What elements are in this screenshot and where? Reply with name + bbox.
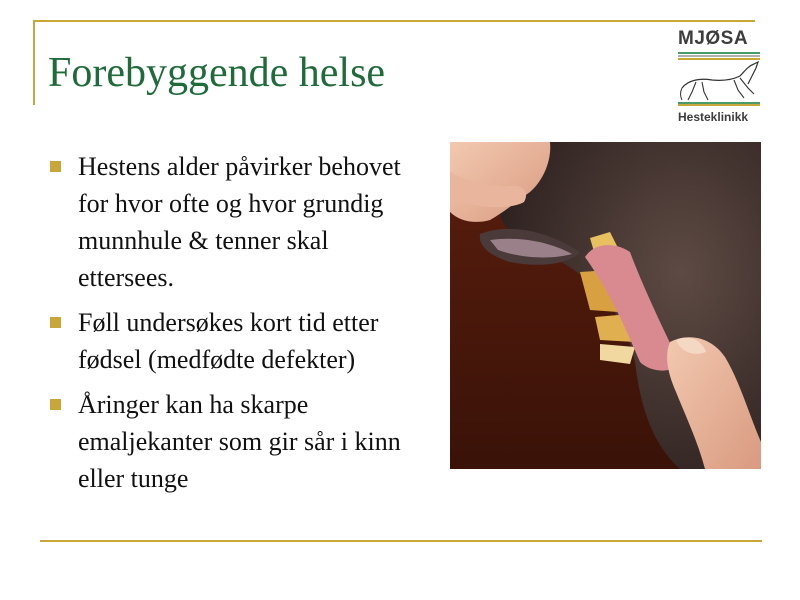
logo-subtitle: Hesteklinikk: [678, 110, 749, 124]
frame-left-line: [33, 20, 35, 105]
clinic-logo: [672, 26, 762, 130]
logo-wordmark: MJØSA: [678, 28, 749, 49]
horse-logo-icon: [678, 58, 760, 106]
square-bullet-icon: [50, 317, 61, 328]
bullet-item: [48, 304, 428, 378]
square-bullet-icon: [50, 399, 61, 410]
slide-title: Forebyggende helse: [48, 50, 386, 96]
bullet-text: Føll undersøkes kort tid etter fødsel (medfødte defekter): [78, 308, 379, 374]
frame-top-line: [33, 20, 755, 22]
horse-mouth-photo: [450, 142, 761, 469]
frame-bottom-line: [40, 540, 762, 542]
bullet-text: Hestens alder påvirker behovet for hvor ofte og hvor grundig munnhule & tenner skal ettersees.: [78, 152, 401, 292]
bullet-text: Åringer kan ha skarpe emaljekanter som gir sår i kinn eller tunge: [78, 390, 401, 493]
bullet-item: [48, 386, 428, 497]
square-bullet-icon: [50, 161, 61, 172]
bullet-item: [48, 148, 428, 296]
bullet-list: [48, 148, 428, 505]
